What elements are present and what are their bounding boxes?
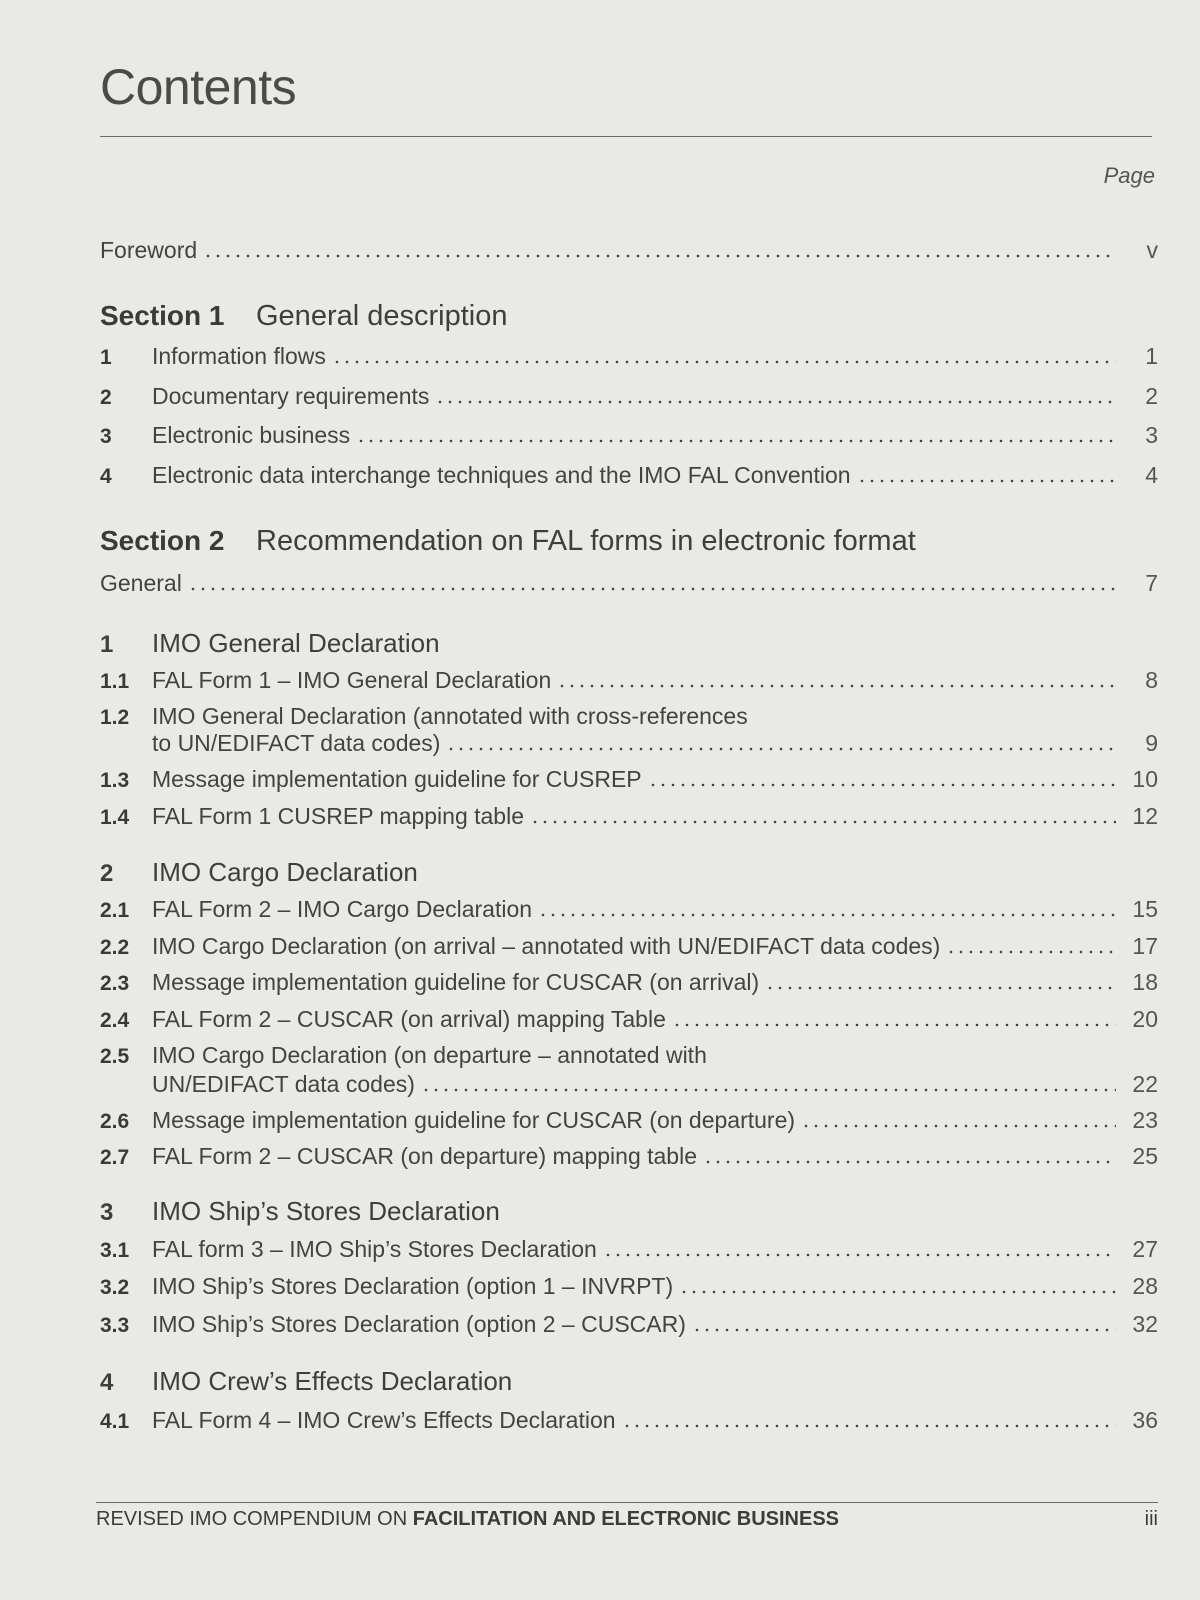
section-title: Recommendation on FAL forms in electronic format: [256, 525, 916, 557]
subsection-number: 4: [100, 1369, 114, 1396]
dot-leader: [765, 986, 1116, 990]
entry-page: 12: [1132, 803, 1158, 829]
entry-text: FAL Form 2 – CUSCAR (on departure) mapping table: [152, 1143, 698, 1169]
toc-entry: [100, 422, 1158, 449]
subsection-heading: [100, 628, 440, 659]
entry-number: 4.1: [100, 1410, 130, 1433]
section-label: Section 1: [100, 300, 225, 331]
entry-page: 28: [1132, 1273, 1158, 1299]
entry-number: 4: [100, 465, 112, 488]
entry-page: 18: [1132, 969, 1158, 995]
subsection-heading: [100, 1196, 500, 1227]
entry-text: Information flows: [152, 343, 326, 369]
dot-leader: [421, 1088, 1116, 1092]
toc-entry: [100, 383, 1158, 410]
entry-number: 2.6: [100, 1110, 130, 1133]
entry-text: FAL Form 1 CUSREP mapping table: [152, 803, 524, 829]
entry-text: IMO General Declaration (annotated with cross-references: [152, 703, 748, 729]
subsection-title: IMO Cargo Declaration: [152, 857, 418, 887]
toc-entry: [100, 933, 1158, 960]
entry-text: FAL Form 1 – IMO General Declaration: [152, 667, 552, 693]
entry-page: 8: [1145, 667, 1158, 693]
entry-page: v: [1146, 237, 1158, 263]
dot-leader: [672, 1023, 1116, 1027]
dot-leader: [648, 783, 1116, 787]
dot-leader: [801, 1124, 1116, 1128]
dot-leader: [530, 820, 1116, 824]
footer-title-bold: FACILITATION AND ELECTRONIC BUSINESS: [412, 1508, 840, 1530]
entry-text-continued: to UN/EDIFACT data codes): [152, 730, 441, 756]
dot-leader: [622, 1424, 1116, 1428]
dot-leader: [557, 684, 1116, 688]
entry-page: 23: [1132, 1107, 1158, 1133]
entry-page: 22: [1132, 1071, 1158, 1097]
subsection-number: 1: [100, 631, 114, 658]
entry-number: 3.3: [100, 1314, 130, 1337]
toc-entry-first-line: [100, 703, 1158, 730]
entry-text: FAL Form 2 – IMO Cargo Declaration: [152, 896, 533, 922]
entry-page: 15: [1132, 896, 1158, 922]
entry-number: 2.2: [100, 936, 130, 959]
entry-number: 2: [100, 386, 112, 409]
subsection-number: 3: [100, 1199, 114, 1226]
toc-entry-first-line: [100, 1042, 1158, 1069]
entry-number: 1.2: [100, 706, 130, 729]
toc-entry-continuation: [152, 730, 1158, 757]
entry-text: Message implementation guideline for CUSCAR (on departure): [152, 1107, 796, 1133]
toc-entry: [100, 969, 1158, 996]
entry-text: FAL form 3 – IMO Ship’s Stores Declaration: [152, 1236, 597, 1262]
entry-page: 25: [1132, 1143, 1158, 1169]
dot-leader: [946, 950, 1116, 954]
dot-leader: [603, 1253, 1116, 1257]
entry-page: 4: [1145, 462, 1158, 488]
section-1-heading: [100, 300, 507, 333]
entry-text: FAL Form 4 – IMO Crew’s Effects Declaration: [152, 1407, 616, 1433]
entry-number: 3.2: [100, 1276, 130, 1299]
title-rule: [100, 136, 1152, 137]
dot-leader: [538, 913, 1116, 917]
toc-entry: [100, 1143, 1158, 1170]
dot-leader: [356, 439, 1116, 443]
dot-leader: [435, 400, 1116, 404]
dot-leader: [703, 1160, 1116, 1164]
subsection-heading: [100, 1366, 512, 1397]
toc-entry: [100, 896, 1158, 923]
entry-page: 17: [1132, 933, 1158, 959]
toc-entry: [100, 1273, 1158, 1300]
entry-page: 1: [1145, 343, 1158, 369]
entry-text: Message implementation guideline for CUSCAR (on arrival): [152, 969, 760, 995]
entry-number: 1.3: [100, 769, 130, 792]
entry-number: 1.1: [100, 670, 130, 693]
toc-entry: [100, 1006, 1158, 1033]
section-title: General description: [256, 300, 508, 332]
footer-rule: [96, 1502, 1158, 1503]
entry-text: IMO Cargo Declaration (on departure – annotated with: [152, 1042, 707, 1068]
dot-leader: [188, 587, 1116, 591]
entry-page: 9: [1145, 730, 1158, 756]
entry-page: 3: [1145, 422, 1158, 448]
toc-entry: [100, 462, 1158, 489]
entry-text: Documentary requirements: [152, 383, 430, 409]
entry-text: IMO Ship’s Stores Declaration (option 1 – INVRPT): [152, 1273, 674, 1299]
toc-entry-continuation: [152, 1071, 1158, 1098]
entry-number: 2.4: [100, 1009, 130, 1032]
toc-entry-general: [100, 570, 1158, 597]
subsection-title: IMO General Declaration: [152, 628, 440, 658]
entry-page: 32: [1132, 1311, 1158, 1337]
entry-number: 3.1: [100, 1239, 130, 1262]
entry-number: 2.3: [100, 972, 130, 995]
toc-entry: [100, 1407, 1158, 1434]
page-column-heading: Page: [1103, 163, 1155, 188]
page-title: Contents: [100, 59, 297, 115]
toc-entry: [100, 1107, 1158, 1134]
dot-leader: [203, 254, 1116, 258]
footer-page-number: iii: [1144, 1508, 1158, 1530]
toc-entry: [100, 766, 1158, 793]
footer-title: [96, 1508, 839, 1531]
entry-number: 1.4: [100, 806, 130, 829]
footer-title-prefix: REVISED IMO COMPENDIUM ON: [96, 1508, 413, 1530]
entry-page: 2: [1145, 383, 1158, 409]
section-label: Section 2: [100, 525, 225, 556]
entry-number: 1: [100, 346, 112, 369]
entry-page: 36: [1132, 1407, 1158, 1433]
subsection-heading: [100, 857, 418, 888]
entry-number: 2.5: [100, 1045, 130, 1068]
entry-text: FAL Form 2 – CUSCAR (on arrival) mapping Table: [152, 1006, 666, 1032]
toc-entry: [100, 667, 1158, 694]
entry-text: General: [100, 570, 182, 596]
entry-text: Message implementation guideline for CUSREP: [152, 766, 642, 792]
subsection-number: 2: [100, 860, 114, 887]
entry-number: 3: [100, 425, 112, 448]
entry-number: 2.1: [100, 899, 130, 922]
toc-entry: [100, 1311, 1158, 1338]
subsection-title: IMO Crew’s Effects Declaration: [152, 1366, 513, 1396]
toc-entry-foreword: [100, 237, 1158, 264]
dot-leader: [679, 1290, 1116, 1294]
entry-text-continued: UN/EDIFACT data codes): [152, 1071, 415, 1097]
toc-entry: [100, 343, 1158, 370]
dot-leader: [692, 1328, 1116, 1332]
entry-text: Electronic data interchange techniques and the IMO FAL Convention: [152, 462, 851, 488]
subsection-title: IMO Ship’s Stores Declaration: [152, 1196, 500, 1226]
entry-page: 10: [1132, 766, 1158, 792]
page-footer: [96, 1508, 1158, 1531]
dot-leader: [857, 479, 1116, 483]
toc-entry: [100, 1236, 1158, 1263]
section-2-heading: [100, 525, 916, 558]
entry-text: Electronic business: [152, 422, 351, 448]
toc-entry: [100, 803, 1158, 830]
dot-leader: [446, 747, 1116, 751]
entry-page: 20: [1132, 1006, 1158, 1032]
entry-text: IMO Ship’s Stores Declaration (option 2 – CUSCAR): [152, 1311, 686, 1337]
dot-leader: [332, 360, 1116, 364]
entry-page: 7: [1145, 570, 1158, 596]
entry-text: Foreword: [100, 237, 198, 263]
entry-page: 27: [1132, 1236, 1158, 1262]
entry-text: IMO Cargo Declaration (on arrival – annotated with UN/EDIFACT data codes): [152, 933, 941, 959]
entry-number: 2.7: [100, 1146, 130, 1169]
